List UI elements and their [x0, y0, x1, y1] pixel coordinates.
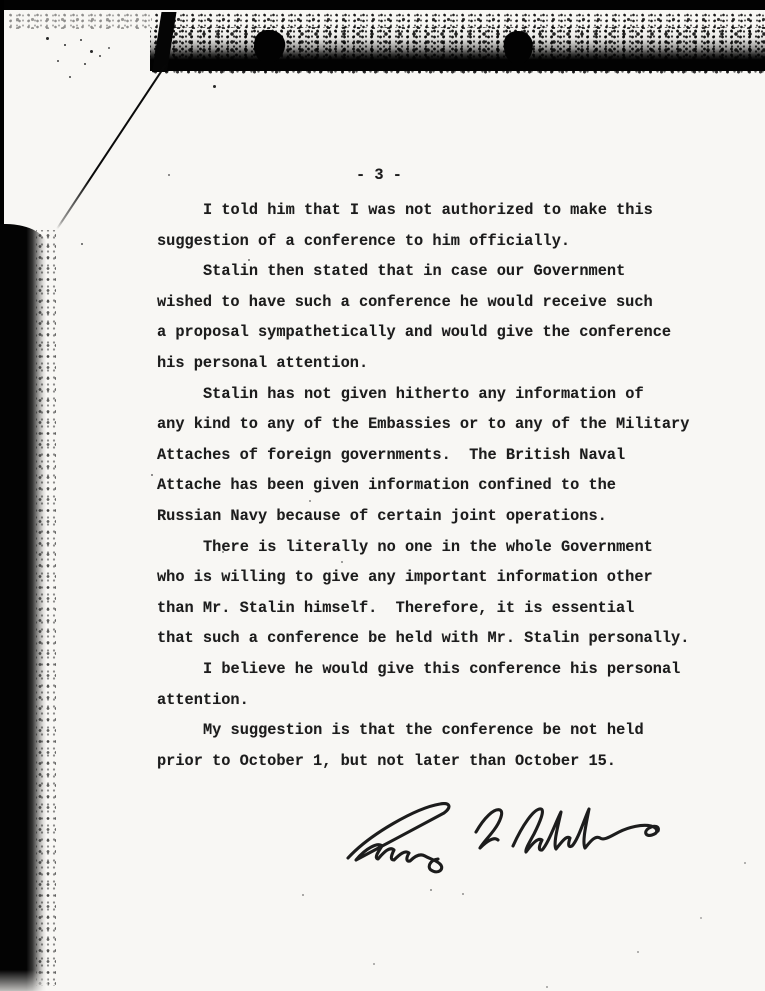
text-line: any kind to any of the Embassies or to any of the Military — [157, 415, 690, 434]
scan-noise-band-left — [6, 12, 152, 29]
text-line: Attache has been given information confined to the — [157, 476, 616, 495]
text-line: who is willing to give any important information other — [157, 568, 653, 587]
fold-crease-line — [56, 63, 168, 230]
text-line: Attaches of foreign governments. The British Naval — [157, 445, 626, 464]
scan-border-top — [0, 0, 765, 10]
text-line: Russian Navy because of certain joint operations. — [157, 506, 607, 525]
scan-speck — [213, 85, 216, 88]
scan-speck — [373, 963, 375, 965]
text-line: his personal attention. — [157, 353, 369, 372]
scan-speck — [430, 889, 432, 891]
text-line: that such a conference be held with Mr. Stalin personally. — [157, 629, 690, 648]
scan-speck — [151, 474, 153, 476]
page-number: - 3 - — [356, 166, 402, 184]
scan-speck — [84, 63, 86, 65]
scan-speck — [57, 60, 59, 62]
scan-speck — [90, 50, 93, 53]
signature-handwritten — [298, 782, 688, 877]
scan-speck — [46, 37, 49, 40]
text-line: than Mr. Stalin himself. Therefore, it is essential — [157, 598, 635, 617]
text-line: Stalin then stated that in case our Government — [203, 262, 626, 281]
text-line: suggestion of a conference to him officially. — [157, 231, 571, 250]
text-line: wished to have such a conference he would receive such — [157, 292, 653, 311]
scan-speck — [744, 862, 746, 864]
scan-dark-band-top — [150, 27, 765, 71]
scan-speck — [700, 917, 702, 919]
text-line: Stalin has not given hitherto any information of — [203, 384, 644, 403]
scan-speck — [99, 55, 101, 57]
text-line: There is literally no one in the whole Government — [203, 537, 653, 556]
scan-speck — [637, 951, 639, 953]
scan-speck — [546, 986, 548, 988]
scan-speck — [69, 76, 71, 78]
text-line: I believe he would give this conference his personal — [203, 659, 681, 678]
scan-speck — [168, 174, 170, 176]
scan-speck — [302, 894, 304, 896]
scan-speck — [81, 243, 83, 245]
text-line: I told him that I was not authorized to make this — [203, 201, 653, 219]
scan-speck — [108, 47, 110, 49]
text-line: prior to October 1, but not later than October 15. — [157, 751, 616, 770]
scan-speck — [64, 44, 66, 46]
scan-dark-band-left — [0, 224, 48, 991]
text-line: a proposal sympathetically and would give the conference — [157, 323, 672, 342]
text-line: attention. — [157, 690, 249, 709]
scan-speck — [80, 39, 82, 41]
text-line: My suggestion is that the conference be not held — [203, 721, 644, 740]
scan-speck — [462, 893, 464, 895]
typed-lines — [157, 195, 702, 776]
